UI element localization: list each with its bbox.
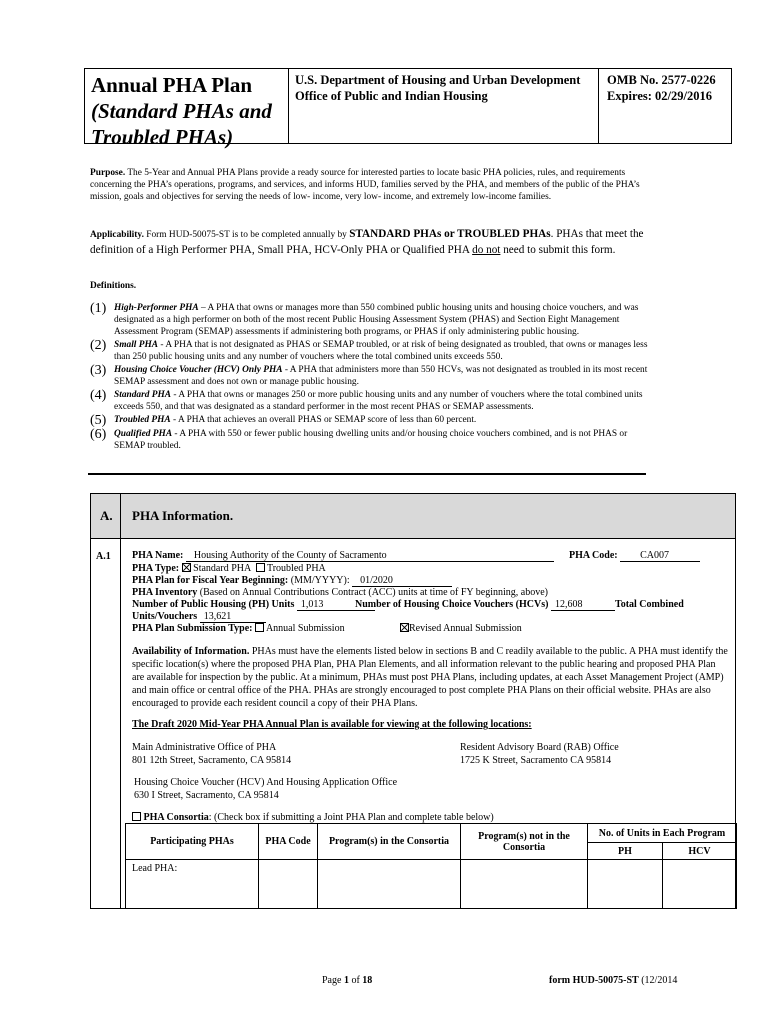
form-id: form HUD-50075-ST (12/2014 [549,975,678,986]
col-programs-in: Program(s) in the Consortia [318,824,461,860]
section-column-divider [120,493,121,909]
hcv-field[interactable]: 12,608 [551,600,615,611]
col-hcv: HCV [663,843,737,860]
total-field[interactable]: 13,621 [200,612,266,623]
location-hcv-office: Housing Choice Voucher (HCV) And Housing Application Office 630 I Street, Sacramento, CA 95814 [134,777,398,801]
pha-name-label: PHA Name [132,550,181,561]
consortia-label: PHA Consortia [143,812,209,823]
section-letter: A. [100,508,113,523]
purpose-paragraph [90,167,646,204]
definitions-heading: Definitions. [90,281,137,291]
col-participating-phas: Participating PHAs [126,824,259,860]
applicability-label: Applicability. [90,230,144,240]
consortia-line: PHA Consortia: (Check box if submitting a Joint PHA Plan and complete table below) [132,811,494,824]
availability-label: Availability of Information. [132,646,250,657]
purpose-text: The 5-Year and Annual PHA Plans provide a ready source for interested parties to locate basic PHA policies, rules, and requirements concerning the PHA’s operations, programs, and services, and informs HUD, families served by the PHA, and members of the public of the PHA’s mission, goals and objectives for serving the needs of low- income, very low- income, and extremely low-income families. [90,168,640,203]
col-pha-code: PHA Code [259,824,318,860]
location-main-office: Main Administrative Office of PHA 801 12th Street, Sacramento, CA 95814 [132,742,292,766]
form-title [85,69,289,149]
consortia-table [125,823,737,909]
ph-units-field[interactable]: 1,013 [297,600,375,611]
pha-name-field[interactable]: Housing Authority of the County of Sacramento [186,550,554,562]
pha-info: PHA Name: Housing Authority of the County of Sacramento PHA Code: CA007 PHA Type: Standard PHA Troubled PHA PHA Plan for Fiscal Year Beginning: (MM/YYYY): 01/2020 PHA Inventory (Based on Annual Contributions Contract (ACC) units at time of FY beginning, above) Number of Public Housing (PH) Units 1,013 Number of Housing Choice Vouchers (HCVs) 12,608 Total Combined Units/Vouchers 13,621 PHA Plan Submission Type: Annual Submission Revised Annual Submission [132,549,730,634]
lead-pha-cell[interactable]: Lead PHA: [126,860,259,909]
col-ph: PH [588,843,663,860]
definition-item: (4) Standard PHA - A PHA that owns or manages 250 or more public housing units and any number of vouchers where the total combined units exceeds 550, and that was designated as a standard performer in the most recent PHAS or SEMAP assessments. [90,388,643,412]
form-header [84,68,732,149]
annual-submission-checkbox[interactable] [255,623,264,632]
table-cell[interactable] [259,860,318,909]
row-id: A.1 [96,551,111,562]
hcv-label: Number of Housing Choice Vouchers (HCVs) [355,599,549,610]
pha-code-label: PHA Code [569,550,615,561]
submission-label: PHA Plan Submission Type: [132,623,253,634]
title-line-1: Annual PHA Plan [91,73,253,97]
table-cell[interactable] [318,860,461,909]
table-cell[interactable] [663,860,737,909]
page-number: Page 1 of 18 [322,975,373,986]
total-label: Total Combined [614,599,684,610]
expiration: Expires: 02/29/2016 [607,89,712,103]
title-line-3: Troubled PHAs) [91,125,234,149]
applicability-paragraph: Applicability. Form HUD-50075-ST is to be completed annually by STANDARD PHAs or TROUBLED PHAs. PHAs that meet the definition of a High Performer PHA, Small PHA, HCV-Only PHA or Qualified PHA do not need to submit this form. [90,228,644,256]
plan-year-field[interactable]: 01/2020 [352,576,452,587]
pha-code-field[interactable]: CA007 [620,550,700,562]
plan-year-label: PHA Plan for Fiscal Year Beginning [132,575,285,586]
pha-type-label: PHA Type: [132,563,180,574]
applicability-emph: STANDARD PHAs or TROUBLED PHAs [349,228,551,240]
dept-line-1: U.S. Department of Housing and Urban Development [295,73,581,87]
dept-line-2: Office of Public and Indian Housing [295,89,488,103]
col-units-per-program: No. of Units in Each Program [588,824,737,843]
definition-item: (5) Troubled PHA - A PHA that achieves an overall PHAS or SEMAP score of less than 60 percent. [90,413,477,428]
location-rab-office: Resident Advisory Board (RAB) Office 1725 K Street, Sacramento CA 95814 [460,742,619,766]
definition-item: (3) Housing Choice Voucher (HCV) Only PHA - A PHA that administers more than 550 HCVs, was not designated as troubled in its most recent SEMAP assessment and does not own or manage public housing. [90,363,648,387]
definitions-list [90,302,650,453]
draft-heading: The Draft 2020 Mid-Year PHA Annual Plan is available for viewing at the following locations: [132,719,532,730]
section-title: PHA Information. [132,508,234,523]
do-not: do not [472,243,501,256]
department [289,69,599,143]
table-cell[interactable] [461,860,588,909]
inventory-label: PHA Inventory [132,587,198,598]
standard-pha-checkbox[interactable] [182,563,191,572]
definition-item: (1) High-Performer PHA – A PHA that owns or manages more than 550 combined public housing units and housing choice vouchers, and was designated as a high performer on both of the most recent Public Housing Assessment System (PHAS) and Section Eight Management Assessment Program (SEMAP) assessments if administering both programs, or PHAS if only administering public housing. [90,301,639,337]
definition-item: (6) Qualified PHA - A PHA with 550 or fewer public housing dwelling units and/or housing choice vouchers combined, and is not PHAS or SEMAP troubled. [90,427,628,451]
divider [88,473,646,475]
consortia-checkbox[interactable] [132,812,141,821]
omb-info [599,69,731,143]
availability-paragraph: Availability of Information. PHAs must have the elements listed below in sections B and C readily available to the public. A PHA must identify the specific location(s) where the proposed PHA Plan, PHA Plan Elements, and all information relevant to the public hearing and proposed PHA Plan are available for inspection by the public. At a minimum, PHAs must post PHA Plans, including updates, at each Asset Management Project (AMP) and main office or central office of the PHA. PHAs are strongly encouraged to post complete PHA Plans on their official website. PHAs are also encouraged to provide each resident council a copy of their PHA Plans. [132,646,728,709]
revised-submission-checkbox[interactable] [400,623,409,632]
table-cell[interactable] [588,860,663,909]
col-programs-not-in: Program(s) not in the Consortia [461,824,588,860]
definition-item: (2) Small PHA - A PHA that is not designated as PHAS or SEMAP troubled, or at risk of being designated as troubled, that owns or manages less than 250 public housing units and any number of vouchers where the total combined units exceeds 550. [90,338,648,362]
title-line-2: (Standard PHAs and [91,99,272,123]
purpose-label: Purpose. [90,168,126,178]
troubled-pha-checkbox[interactable] [256,563,265,572]
ph-units-label: Number of Public Housing (PH) Units [132,599,295,610]
omb-number: OMB No. 2577-0226 [607,73,716,87]
